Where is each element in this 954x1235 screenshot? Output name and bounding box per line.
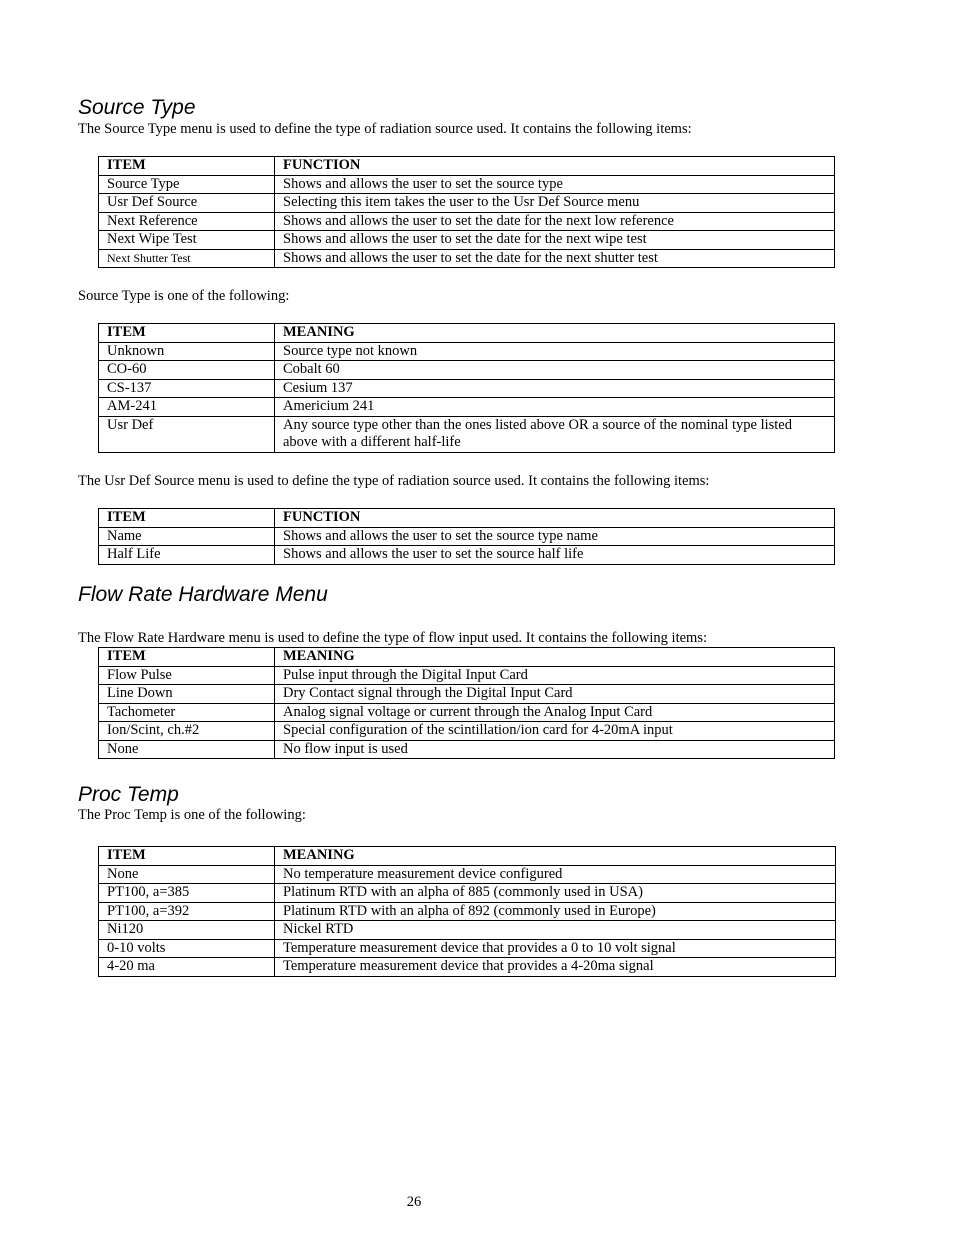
table-header-row [99,509,835,528]
flow-rate-table [98,647,835,759]
table-row [99,546,835,565]
source-type-options-table [98,323,835,453]
item-cell: Half Life [99,546,275,565]
column-header: ITEM [99,509,275,528]
usr-def-source-intro: The Usr Def Source menu is used to define the type of radiation source used. It contains the following items: [78,473,710,489]
table-row [99,958,836,977]
item-cell: None [99,740,275,759]
item-cell: Next Reference [99,212,275,231]
description-cell: Shows and allows the user to set the date for the next shutter test [275,249,835,268]
table-row [99,175,835,194]
item-cell: Usr Def [99,416,275,452]
table-row [99,884,836,903]
item-cell: Next Shutter Test [99,249,275,268]
column-header: ITEM [99,157,275,176]
table-row [99,416,835,452]
table-row [99,212,835,231]
item-cell: Unknown [99,342,275,361]
description-cell: Americium 241 [275,398,835,417]
page-number: 26 [406,1194,422,1210]
description-cell: Cobalt 60 [275,361,835,380]
description-cell: Shows and allows the user to set the date for the next low reference [275,212,835,231]
description-cell: Shows and allows the user to set the source type [275,175,835,194]
item-cell: Ni120 [99,921,275,940]
item-cell: CO-60 [99,361,275,380]
item-cell: Ion/Scint, ch.#2 [99,722,275,741]
item-cell: Name [99,527,275,546]
table-row [99,902,836,921]
source-type-items-table [98,156,835,268]
item-cell: Usr Def Source [99,194,275,213]
table-row [99,379,835,398]
description-cell: Dry Contact signal through the Digital Input Card [275,685,835,704]
description-cell: Nickel RTD [275,921,836,940]
column-header: FUNCTION [275,157,835,176]
item-cell: AM-241 [99,398,275,417]
column-header: MEANING [275,648,835,667]
column-header: ITEM [99,324,275,343]
item-cell: None [99,865,275,884]
proc-temp-table [98,846,836,977]
table-row [99,740,835,759]
item-cell: 4-20 ma [99,958,275,977]
source-type-heading: Source Type [78,96,196,119]
usr-def-source-table [98,508,835,565]
column-header: MEANING [275,324,835,343]
item-cell: Line Down [99,685,275,704]
proc-temp-intro: The Proc Temp is one of the following: [78,807,306,823]
proc-temp-heading: Proc Temp [78,783,179,806]
description-cell: Shows and allows the user to set the source half life [275,546,835,565]
description-cell: Temperature measurement device that provides a 4-20ma signal [275,958,836,977]
table-row [99,722,835,741]
flow-rate-intro: The Flow Rate Hardware menu is used to define the type of flow input used. It contains the following items: [78,630,708,646]
column-header: ITEM [99,847,275,866]
description-cell: Pulse input through the Digital Input Card [275,666,835,685]
description-cell: No flow input is used [275,740,835,759]
description-cell: Shows and allows the user to set the date for the next wipe test [275,231,835,250]
column-header: MEANING [275,847,836,866]
description-cell: Platinum RTD with an alpha of 885 (commonly used in USA) [275,884,836,903]
table-header-row [99,324,835,343]
item-cell: Source Type [99,175,275,194]
item-cell: Next Wipe Test [99,231,275,250]
item-cell: PT100, a=392 [99,902,275,921]
description-cell: Any source type other than the ones listed above OR a source of the nominal type listed above with a different half-life [275,416,835,452]
table-row [99,194,835,213]
item-cell: Tachometer [99,703,275,722]
table-row [99,527,835,546]
table-row [99,342,835,361]
description-cell: Source type not known [275,342,835,361]
table-row [99,361,835,380]
table-row [99,685,835,704]
table-row [99,398,835,417]
source-type-intro: The Source Type menu is used to define the type of radiation source used. It contains the following items: [78,121,692,137]
table-header-row [99,847,836,866]
item-cell: 0-10 volts [99,939,275,958]
table-row [99,939,836,958]
item-cell: PT100, a=385 [99,884,275,903]
description-cell: Special configuration of the scintillation/ion card for 4-20mA input [275,722,835,741]
table-row [99,703,835,722]
description-cell: Shows and allows the user to set the source type name [275,527,835,546]
description-cell: Analog signal voltage or current through the Analog Input Card [275,703,835,722]
flow-rate-heading: Flow Rate Hardware Menu [78,583,328,606]
item-cell: Flow Pulse [99,666,275,685]
table-row [99,666,835,685]
table-row [99,231,835,250]
table-header-row [99,648,835,667]
description-cell: Selecting this item takes the user to the Usr Def Source menu [275,194,835,213]
description-cell: No temperature measurement device configured [275,865,836,884]
description-cell: Temperature measurement device that provides a 0 to 10 volt signal [275,939,836,958]
table-header-row [99,157,835,176]
description-cell: Cesium 137 [275,379,835,398]
description-cell: Platinum RTD with an alpha of 892 (commonly used in Europe) [275,902,836,921]
table-row [99,921,836,940]
column-header: ITEM [99,648,275,667]
table-row [99,249,835,268]
source-type-options-intro: Source Type is one of the following: [78,288,290,304]
item-cell: CS-137 [99,379,275,398]
table-row [99,865,836,884]
column-header: FUNCTION [275,509,835,528]
